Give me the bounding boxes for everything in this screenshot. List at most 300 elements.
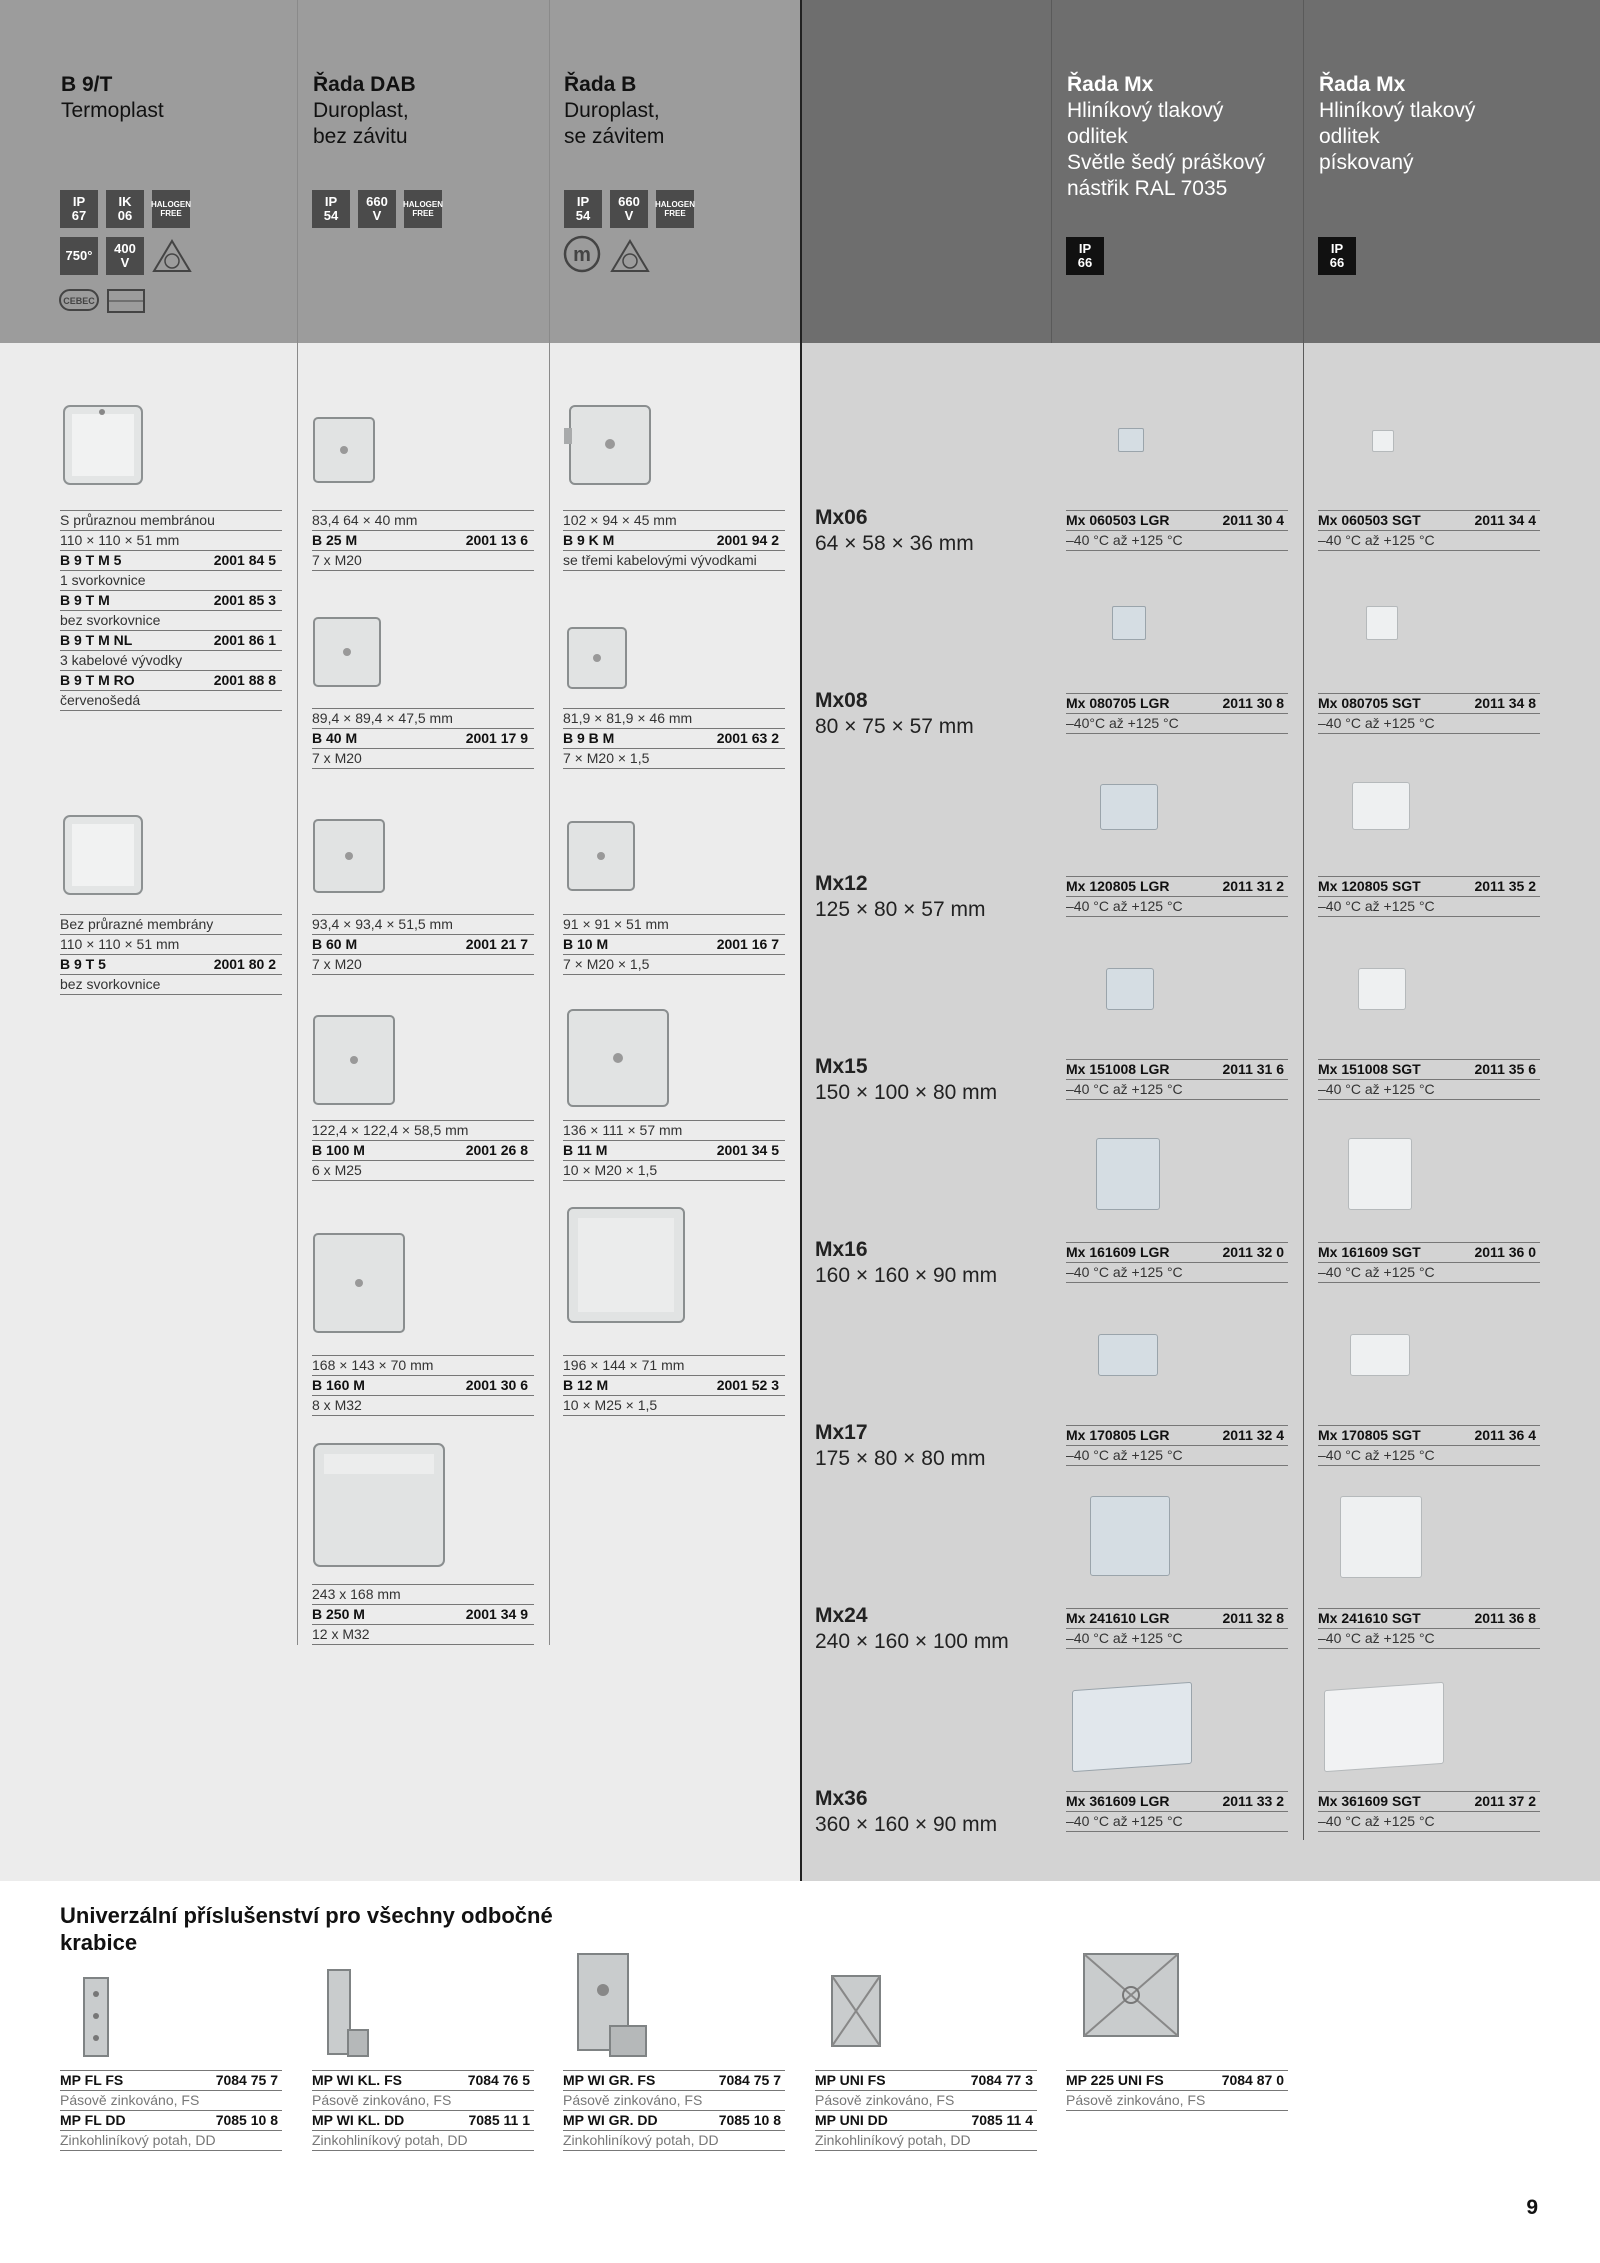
mx24-label (815, 1603, 1009, 1655)
temperature-range: –40 °C až +125 °C (1318, 1264, 1435, 1280)
halogen-free-badge: HALOGEN FREE (404, 190, 442, 228)
article-number: 2001 52 3 (716, 1377, 779, 1393)
row (563, 551, 785, 571)
mx36-lgr-image (1072, 1682, 1192, 1772)
row (60, 2131, 282, 2151)
header-subtitle: Hliníkový tlakový odlitek Světle šedý práškový nástřik RAL 7035 (1067, 99, 1266, 200)
product-code: Mx 080705 LGR (1066, 695, 1170, 711)
header-title: Řada Mx (1067, 73, 1154, 96)
note: se třemi kabelovými vývodkami (563, 552, 757, 568)
product-code: Mx 080705 SGT (1318, 695, 1421, 711)
mx12-lgr-image (1100, 784, 1158, 830)
b11m-block (563, 1120, 785, 1181)
description: Pásově zinkováno, FS (60, 2092, 200, 2108)
mounting-plate-225-uni-image (1072, 1946, 1188, 2044)
header-subtitle: Duroplast, se závitem (564, 99, 665, 148)
row (563, 2070, 785, 2091)
row (1318, 714, 1540, 734)
mx24-lgr (1066, 1608, 1288, 1649)
mx-name: Mx12 (815, 872, 868, 895)
article-number: 2011 31 6 (1222, 1061, 1284, 1077)
box-image-b9bm (562, 622, 632, 694)
box-image-b250m (310, 1434, 450, 1574)
b250m-block (312, 1584, 534, 1645)
mx15-lgr-image (1106, 968, 1154, 1010)
mx17-lgr-image (1098, 1334, 1158, 1376)
article-number: 2011 30 8 (1222, 695, 1284, 711)
row (1318, 1242, 1540, 1263)
row (1318, 876, 1540, 897)
temperature-range: –40 °C až +125 °C (1318, 715, 1435, 731)
header-title: Řada DAB (313, 73, 416, 96)
row (60, 611, 282, 631)
article-number: 2011 32 8 (1222, 1610, 1284, 1626)
product-code: MP FL FS (60, 2072, 124, 2088)
row (312, 935, 534, 955)
b100m-block (312, 1120, 534, 1181)
temperature-range: –40 °C až +125 °C (1318, 1447, 1435, 1463)
row (1066, 693, 1288, 714)
row-text: S průraznou membránou (60, 512, 215, 528)
accessory-mp-uni (815, 2070, 1037, 2151)
product-code: Mx 120805 LGR (1066, 878, 1170, 894)
row (1066, 1263, 1288, 1283)
row (563, 749, 785, 769)
article-number: 2011 33 2 (1222, 1793, 1284, 1809)
mx24-sgt-image (1340, 1496, 1422, 1578)
ip66-badge: IP 66 (1318, 237, 1356, 275)
row (312, 551, 534, 571)
row (1066, 1608, 1288, 1629)
col-divider-5 (1303, 0, 1304, 1840)
box-image-b11m (562, 1002, 674, 1114)
b9km-block (563, 510, 785, 571)
b10m-block (563, 914, 785, 975)
row (60, 651, 282, 671)
mx-dimensions: 360 × 160 × 90 mm (815, 1813, 998, 1836)
article-number: 2011 34 8 (1474, 695, 1536, 711)
row (312, 1376, 534, 1396)
product-code: MP FL DD (60, 2112, 126, 2128)
mx12-sgt (1318, 876, 1540, 917)
temperature-range: –40 °C až +125 °C (1318, 1081, 1435, 1097)
header-col-mx-lgr (1053, 0, 1298, 343)
description: Pásově zinkováno, FS (815, 2092, 955, 2108)
row (312, 510, 534, 531)
product-code: B 9 T M 5 (60, 552, 122, 568)
mx17-sgt-image (1350, 1334, 1410, 1376)
row (1066, 2091, 1288, 2111)
svg-text:CEBEC: CEBEC (63, 296, 95, 306)
dimensions: 122,4 × 122,4 × 58,5 mm (312, 1122, 469, 1138)
row (60, 510, 282, 531)
article-number: 2001 26 8 (465, 1142, 528, 1158)
temp750-badge: 750° (60, 237, 98, 275)
row (312, 1584, 534, 1605)
row (1066, 2070, 1288, 2091)
product-code: MP WI GR. DD (563, 2112, 658, 2128)
row (563, 1141, 785, 1161)
mx-dimensions: 125 × 80 × 57 mm (815, 898, 986, 921)
dimensions: 81,9 × 81,9 × 46 mm (563, 710, 693, 726)
row (563, 955, 785, 975)
box-image-b25m (310, 412, 380, 488)
dimensions: 93,4 × 93,4 × 51,5 mm (312, 916, 453, 932)
mx12-sgt-image (1352, 782, 1410, 830)
box-image-b160m (310, 1228, 410, 1338)
article-number: 2011 31 2 (1222, 878, 1284, 894)
ip54-badge: IP 54 (312, 190, 350, 228)
row (60, 975, 282, 995)
row (563, 2131, 785, 2151)
row (1318, 897, 1540, 917)
product-code: Mx 161609 LGR (1066, 1244, 1170, 1260)
row (1318, 1059, 1540, 1080)
mx16-sgt-image (1348, 1138, 1412, 1210)
mx06-lgr-image (1118, 428, 1144, 452)
v400-badge: 400 V (106, 237, 144, 275)
article-number: 2001 17 9 (465, 730, 528, 746)
cebec-icon (58, 286, 100, 314)
row-text: 3 kabelové vývodky (60, 652, 183, 668)
product-code: B 9 T 5 (60, 956, 106, 972)
row (1066, 1791, 1288, 1812)
mx-dimensions: 160 × 160 × 90 mm (815, 1264, 998, 1287)
mx-name: Mx08 (815, 689, 868, 712)
dimensions: 102 × 94 × 45 mm (563, 512, 677, 528)
article-number: 7085 10 8 (215, 2112, 278, 2128)
product-code: B 250 M (312, 1606, 365, 1622)
article-number: 2001 84 5 (213, 552, 276, 568)
note: 8 x M32 (312, 1397, 362, 1413)
row (312, 531, 534, 551)
row (312, 1396, 534, 1416)
dimensions: 89,4 × 89,4 × 47,5 mm (312, 710, 453, 726)
dimensions: 91 × 91 × 51 mm (563, 916, 669, 932)
product-code: B 9 T M (60, 592, 110, 608)
note: 7 × M20 × 1,5 (563, 750, 650, 766)
row (60, 551, 282, 571)
mx24-lgr-image (1090, 1496, 1170, 1576)
row (312, 1141, 534, 1161)
row (1066, 510, 1288, 531)
mx08-sgt (1318, 693, 1540, 734)
row (1066, 1425, 1288, 1446)
article-number: 2011 36 0 (1474, 1244, 1536, 1260)
mounting-plate-angle-large-image (570, 1950, 650, 2062)
temperature-range: –40 °C až +125 °C (1066, 1081, 1183, 1097)
row (312, 1355, 534, 1376)
box-image-b40m (310, 612, 386, 692)
row (1318, 1608, 1540, 1629)
row (1318, 531, 1540, 551)
row (563, 708, 785, 729)
accessory-mp-225-uni (1066, 2070, 1288, 2111)
temperature-range: –40 °C až +125 °C (1318, 1813, 1435, 1829)
temperature-range: –40 °C až +125 °C (1066, 1447, 1183, 1463)
row (1066, 1059, 1288, 1080)
mx-name: Mx24 (815, 1604, 868, 1627)
box-image-b60m (310, 814, 390, 898)
mx06-sgt (1318, 510, 1540, 551)
product-code: B 9 T M NL (60, 632, 133, 648)
b9bm-block (563, 708, 785, 769)
header-title: Řada B (564, 73, 637, 96)
header-title: Řada Mx (1319, 73, 1406, 96)
row (60, 631, 282, 651)
product-code: Mx 241610 SGT (1318, 1610, 1421, 1626)
mounting-plate-flat-image (76, 1974, 116, 2060)
product-code: Mx 060503 SGT (1318, 512, 1421, 528)
row (312, 2131, 534, 2151)
description: Zinkohliníkový potah, DD (60, 2132, 216, 2148)
product-code: B 11 M (563, 1142, 608, 1158)
mx08-lgr-image (1112, 606, 1146, 640)
col1-block-1 (60, 510, 282, 711)
row (563, 1161, 785, 1181)
temperature-range: –40 °C až +125 °C (1318, 532, 1435, 548)
article-number: 7084 87 0 (1221, 2072, 1284, 2088)
header-subtitle: Duroplast, bez závitu (313, 99, 409, 148)
row (563, 1120, 785, 1141)
product-code: B 10 M (563, 936, 609, 952)
article-number: 2011 35 6 (1474, 1061, 1536, 1077)
row (1318, 1791, 1540, 1812)
row (563, 2111, 785, 2131)
article-number: 2011 35 2 (1474, 878, 1536, 894)
col-divider-mx (800, 0, 802, 1881)
article-number: 2001 94 2 (716, 532, 779, 548)
product-code: Mx 161609 SGT (1318, 1244, 1421, 1260)
mx16-label (815, 1237, 997, 1289)
mx12-lgr (1066, 876, 1288, 917)
article-number: 7084 76 5 (467, 2072, 530, 2088)
temperature-range: –40 °C až +125 °C (1066, 898, 1183, 914)
box-image-b100m (310, 1010, 400, 1110)
article-number: 2001 80 2 (213, 956, 276, 972)
row (1066, 1446, 1288, 1466)
ip66-badge: IP 66 (1066, 237, 1104, 275)
product-code: MP WI KL. DD (312, 2112, 405, 2128)
vde-icon (610, 238, 650, 274)
row (1318, 510, 1540, 531)
row (60, 571, 282, 591)
box-image-b12m (562, 1200, 690, 1330)
row (1066, 876, 1288, 897)
mx06-sgt-image (1372, 430, 1394, 452)
row (563, 531, 785, 551)
article-number: 2011 32 4 (1222, 1427, 1284, 1443)
mx16-sgt (1318, 1242, 1540, 1283)
ip67-badge: IP 67 (60, 190, 98, 228)
v660-badge: 660 V (358, 190, 396, 228)
row (60, 2111, 282, 2131)
mx36-label (815, 1786, 997, 1838)
article-number: 7084 75 7 (215, 2072, 278, 2088)
temperature-range: –40 °C až +125 °C (1066, 1630, 1183, 1646)
article-number: 2001 34 5 (716, 1142, 779, 1158)
mx-dimensions: 240 × 160 × 100 mm (815, 1630, 1009, 1653)
header-subtitle: Termoplast (61, 99, 164, 122)
product-code: Mx 120805 SGT (1318, 878, 1421, 894)
article-number: 7085 10 8 (718, 2112, 781, 2128)
mx36-sgt-image (1324, 1682, 1444, 1772)
b12m-block (563, 1355, 785, 1416)
box-image-b9km (562, 398, 658, 492)
row-text: 1 svorkovnice (60, 572, 146, 588)
row (60, 691, 282, 711)
product-code: B 12 M (563, 1377, 609, 1393)
note: 12 x M32 (312, 1626, 370, 1642)
row-text: 110 × 110 × 51 mm (60, 532, 180, 548)
article-number: 2001 30 6 (465, 1377, 528, 1393)
b25m-block (312, 510, 534, 571)
row (312, 1120, 534, 1141)
note: 6 x M25 (312, 1162, 362, 1178)
description: Pásově zinkováno, FS (563, 2092, 703, 2108)
box-image-b9t (58, 808, 148, 900)
product-code: Mx 241610 LGR (1066, 1610, 1170, 1626)
mx17-sgt (1318, 1425, 1540, 1466)
mx-dimensions: 175 × 80 × 80 mm (815, 1447, 986, 1470)
row (563, 1355, 785, 1376)
row (60, 914, 282, 935)
article-number: 2011 36 8 (1474, 1610, 1536, 1626)
product-code: B 40 M (312, 730, 358, 746)
row (815, 2070, 1037, 2091)
article-number: 2001 16 7 (716, 936, 779, 952)
product-code: Mx 060503 LGR (1066, 512, 1170, 528)
ik06-badge: IK 06 (106, 190, 144, 228)
article-number: 7084 77 3 (970, 2072, 1033, 2088)
article-number: 7085 11 1 (468, 2112, 530, 2128)
product-code: B 25 M (312, 532, 358, 548)
mx-name: Mx17 (815, 1421, 868, 1444)
mx-dimensions: 64 × 58 × 36 mm (815, 532, 974, 555)
note: 7 x M20 (312, 956, 362, 972)
article-number: 2011 37 2 (1474, 1793, 1536, 1809)
m-mark-icon (562, 234, 602, 274)
product-code: MP WI GR. FS (563, 2072, 656, 2088)
temperature-range: –40 °C až +125 °C (1066, 1264, 1183, 1280)
row (312, 2111, 534, 2131)
mx08-sgt-image (1366, 606, 1398, 640)
accessory-mp-wi-gr (563, 2070, 785, 2151)
row (312, 2091, 534, 2111)
description: Zinkohliníkový potah, DD (815, 2132, 971, 2148)
description: Pásově zinkováno, FS (312, 2092, 452, 2108)
row (563, 729, 785, 749)
mounting-plate-uni-image (822, 1970, 890, 2052)
mx36-lgr (1066, 1791, 1288, 1832)
row (312, 729, 534, 749)
row (1318, 693, 1540, 714)
row (60, 2070, 282, 2091)
article-number: 2011 34 4 (1474, 512, 1536, 528)
mx15-sgt-image (1358, 968, 1406, 1010)
article-number: 7085 11 4 (971, 2112, 1033, 2128)
accessory-mp-fl (60, 2070, 282, 2151)
row (563, 1376, 785, 1396)
mx15-lgr (1066, 1059, 1288, 1100)
row (312, 955, 534, 975)
dimensions: 196 × 144 × 71 mm (563, 1357, 685, 1373)
row (815, 2131, 1037, 2151)
vde-icon (152, 238, 192, 274)
dimensions: 83,4 64 × 40 mm (312, 512, 418, 528)
mx12-label (815, 871, 985, 923)
article-number: 2011 32 0 (1222, 1244, 1284, 1260)
row (60, 935, 282, 955)
article-number: 2011 30 4 (1222, 512, 1284, 528)
mx06-lgr (1066, 510, 1288, 551)
dimensions: 136 × 111 × 57 mm (563, 1122, 683, 1138)
svg-text:m: m (573, 244, 591, 266)
row-text: 110 × 110 × 51 mm (60, 936, 180, 952)
product-code: MP 225 UNI FS (1066, 2072, 1164, 2088)
kema-icon (106, 288, 146, 314)
row (312, 749, 534, 769)
col-divider-4 (1051, 0, 1052, 343)
row (563, 935, 785, 955)
halogen-free-badge: HALOGEN FREE (152, 190, 190, 228)
row (1066, 531, 1288, 551)
product-code: B 9 T M RO (60, 672, 135, 688)
article-number: 2001 34 9 (465, 1606, 528, 1622)
header-title: B 9/T (61, 73, 113, 96)
mx-dimensions: 150 × 100 × 80 mm (815, 1081, 998, 1104)
product-code: Mx 151008 LGR (1066, 1061, 1170, 1077)
temperature-range: –40 °C až +125 °C (1318, 1630, 1435, 1646)
row (60, 955, 282, 975)
mx17-lgr (1066, 1425, 1288, 1466)
product-code: B 100 M (312, 1142, 365, 1158)
box-image-b10m (562, 816, 640, 896)
article-number: 2001 88 8 (213, 672, 276, 688)
header-subtitle: Hliníkový tlakový odlitek pískovaný (1319, 99, 1476, 174)
mx16-lgr-image (1096, 1138, 1160, 1210)
row (312, 708, 534, 729)
mx36-sgt (1318, 1791, 1540, 1832)
row (1318, 1629, 1540, 1649)
temperature-range: –40 °C až +125 °C (1066, 532, 1183, 548)
article-number: 2001 86 1 (213, 632, 276, 648)
accessory-mp-wi-kl (312, 2070, 534, 2151)
description: Zinkohliníkový potah, DD (563, 2132, 719, 2148)
row (1318, 1446, 1540, 1466)
mx-dimensions: 80 × 75 × 57 mm (815, 715, 974, 738)
mx-name: Mx36 (815, 1787, 868, 1810)
description: Pásově zinkováno, FS (1066, 2092, 1206, 2108)
row (312, 2070, 534, 2091)
row (1066, 1812, 1288, 1832)
b160m-block (312, 1355, 534, 1416)
row-text: bez svorkovnice (60, 612, 161, 628)
temperature-range: –40 °C až +125 °C (1066, 1813, 1183, 1829)
note: 7 x M20 (312, 552, 362, 568)
mx-name: Mx06 (815, 506, 868, 529)
article-number: 2001 13 6 (465, 532, 528, 548)
row (563, 1396, 785, 1416)
ip54-badge: IP 54 (564, 190, 602, 228)
note: 10 × M25 × 1,5 (563, 1397, 658, 1413)
header-col-mx-sgt (1305, 0, 1550, 343)
halogen-free-badge: HALOGEN FREE (656, 190, 694, 228)
row (563, 2091, 785, 2111)
row (1318, 1263, 1540, 1283)
product-code: B 160 M (312, 1377, 365, 1393)
page-number: 9 (1526, 2196, 1538, 2219)
